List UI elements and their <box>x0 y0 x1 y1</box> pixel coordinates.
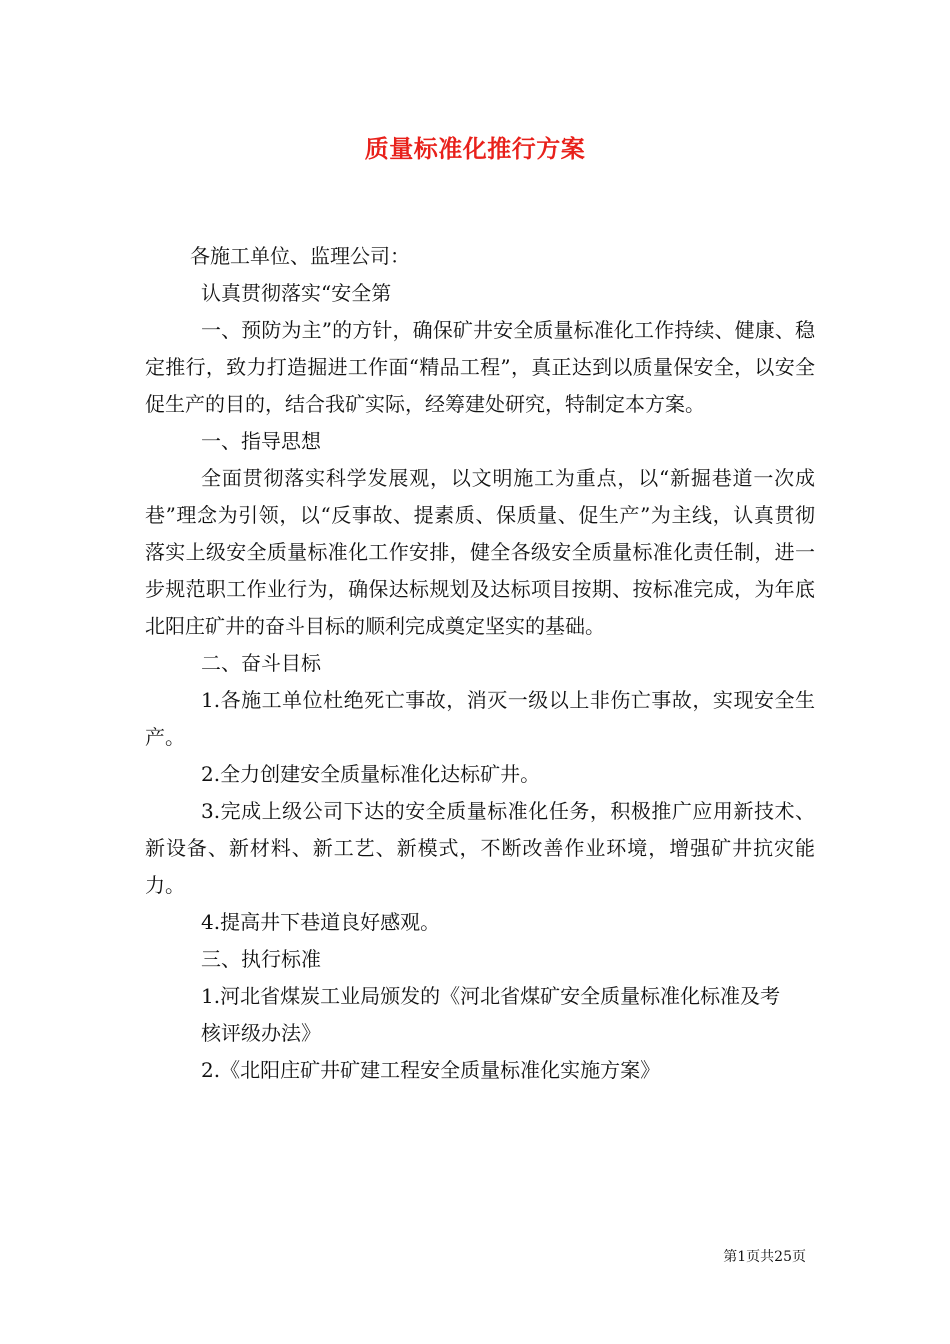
paragraph: 认真贯彻落实“安全第 <box>201 281 392 305</box>
list-item: 3.完成上级公司下达的安全质量标准化任务，积极推广应用新技术、新设备、新材料、新工艺、新模式，不断改善作业环境，增强矿井抗灾能力。 <box>145 799 815 897</box>
list-item: 1.河北省煤炭工业局颁发的《河北省煤矿安全质量标准化标准及考 <box>201 984 781 1008</box>
list-item: 4.提高井下巷道良好感观。 <box>201 910 441 934</box>
document-body <box>145 238 815 1089</box>
paragraph: 一、预防为主”的方针，确保矿井安全质量标准化工作持续、健康、稳定推行，致力打造掘进工作面“精品工程”，真正达到以质量保安全，以安全促生产的目的，结合我矿实际，经筹建处研究，特制定本方案。 <box>145 318 815 416</box>
list-item: 1.各施工单位杜绝死亡事故，消灭一级以上非伤亡事故，实现安全生产。 <box>145 688 815 749</box>
list-item: 2.全力创建安全质量标准化达标矿井。 <box>201 762 541 786</box>
list-item-continuation: 核评级办法》 <box>201 1021 321 1045</box>
section-heading: 二、奋斗目标 <box>201 651 321 675</box>
section-heading: 一、指导思想 <box>201 429 321 453</box>
list-item: 2.《北阳庄矿井矿建工程安全质量标准化实施方案》 <box>201 1058 661 1082</box>
salutation: 各施工单位、监理公司： <box>190 244 410 268</box>
section-heading: 三、执行标准 <box>201 947 321 971</box>
page-number: 第1页共25页 <box>723 1249 806 1265</box>
paragraph: 全面贯彻落实科学发展观，以文明施工为重点，以“新掘巷道一次成巷”理念为引领，以“反事故、提素质、保质量、促生产”为主线，认真贯彻落实上级安全质量标准化工作安排，健全各级安全质量标准化责任制，进一步规范职工作业行为，确保达标规划及达标项目按期、按标准完成，为年底北阳庄矿井的奋斗目标的顺利完成奠定坚实的基础。 <box>145 466 815 638</box>
document-title: 质量标准化推行方案 <box>364 134 586 163</box>
